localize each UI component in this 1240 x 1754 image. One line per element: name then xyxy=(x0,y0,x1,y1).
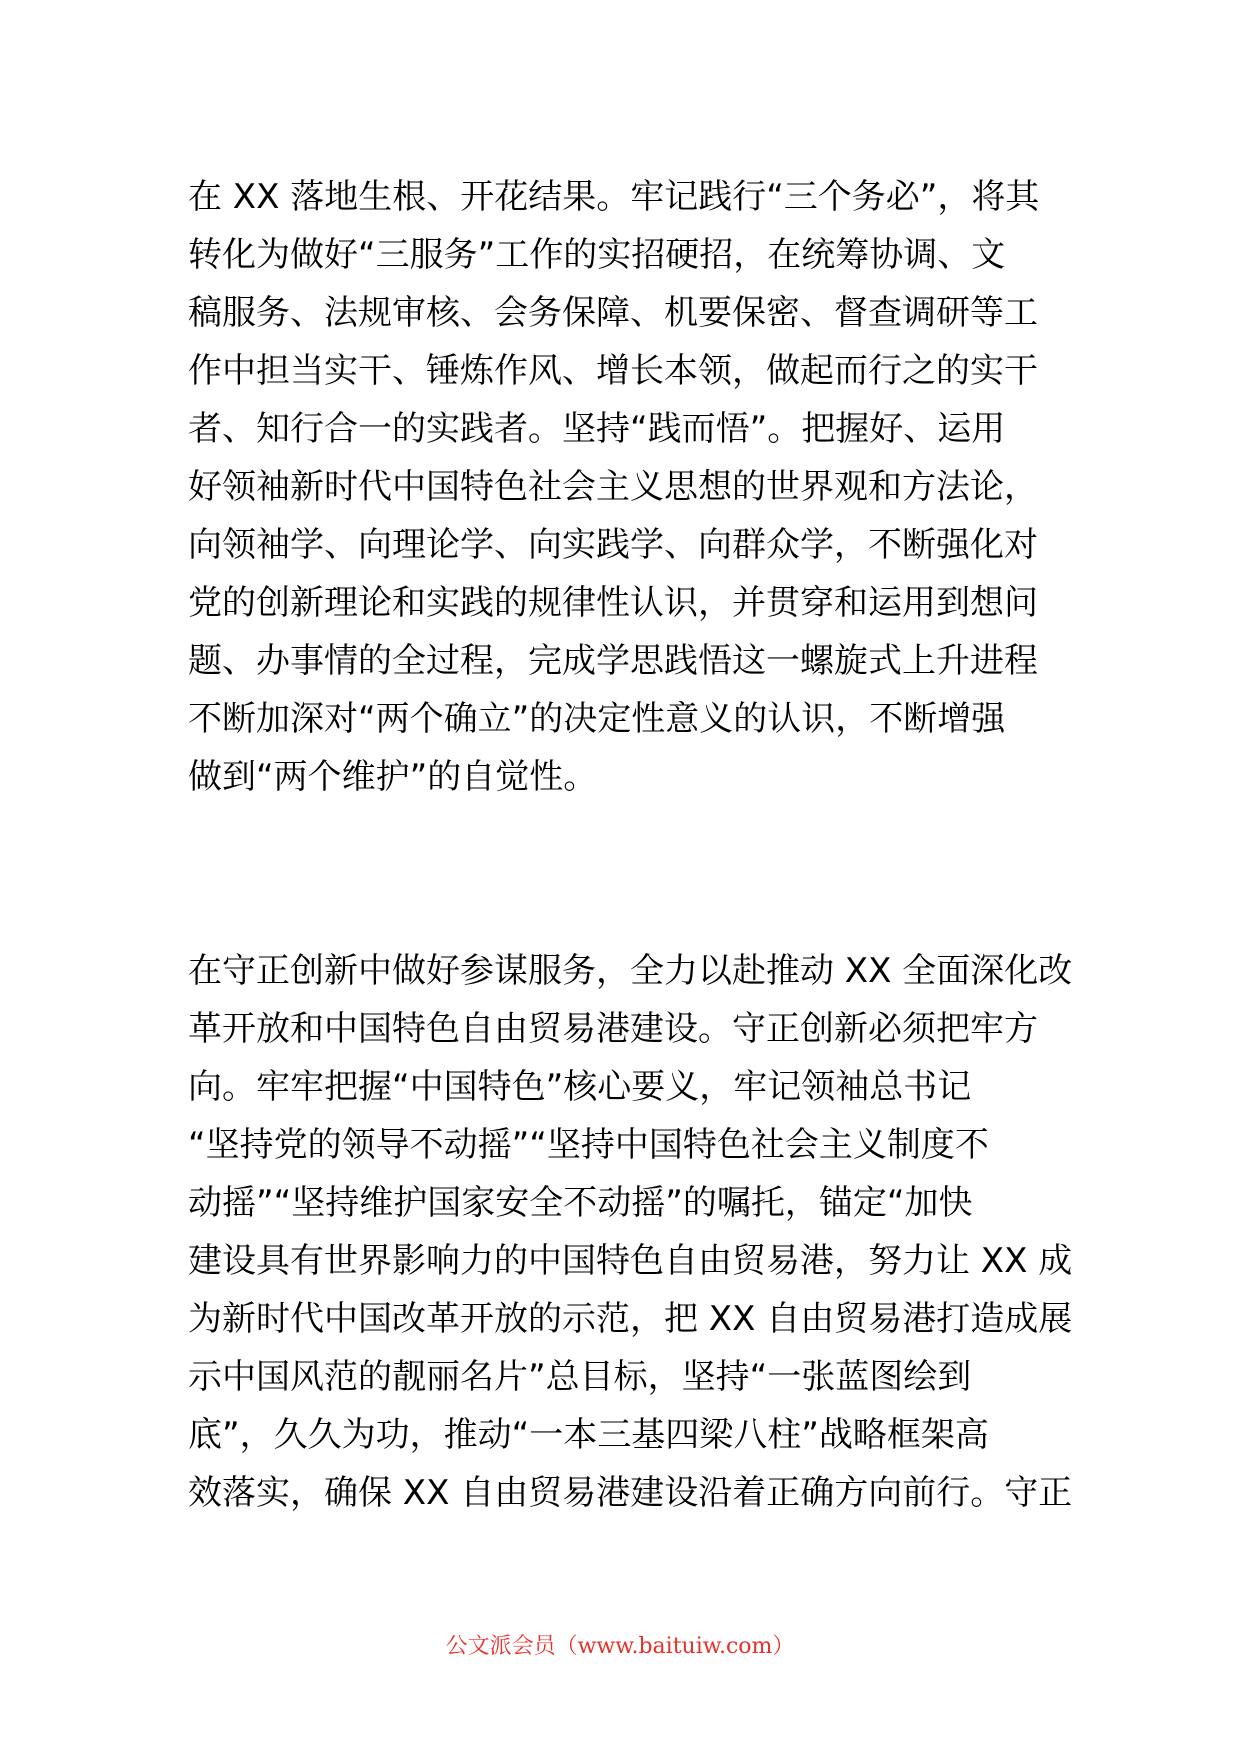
paragraph-line: 党的创新理论和实践的规律性认识，并贯穿和运用到想问 xyxy=(188,583,1038,623)
paragraph-1 xyxy=(188,168,1060,806)
paragraph-line: 动摇”“坚持维护国家安全不动摇”的嘱托，锚定“加快 xyxy=(188,1183,973,1223)
paragraph-line: 者、知行合一的实践者。坚持“践而悟”。把握好、运用 xyxy=(188,409,1006,449)
paragraph-line: 向领袖学、向理论学、向实践学、向群众学，不断强化对 xyxy=(188,525,1038,565)
paragraph-line: 革开放和中国特色自由贸易港建设。守正创新必须把牢方 xyxy=(188,1009,1038,1049)
paragraph-line: 向。牢牢把握“中国特色”核心要义，牢记领袖总书记 xyxy=(188,1067,972,1107)
paragraph-line: 底”，久久为功，推动“一本三基四梁八柱”战略框架高 xyxy=(188,1415,989,1455)
paragraph-line: 示中国风范的靓丽名片”总目标，坚持“一张蓝图绘到 xyxy=(188,1357,972,1397)
paragraph-line: 在 XX 落地生根、开花结果。牢记践行“三个务必”，将其 xyxy=(188,177,1040,217)
paragraph-line: 作中担当实干、锤炼作风、增长本领，做起而行之的实干 xyxy=(188,351,1038,391)
footer-watermark: 公文派会员（www.baituiw.com） xyxy=(445,1634,795,1659)
paragraph-2 xyxy=(188,942,1073,1522)
paragraph-line: 好领袖新时代中国特色社会主义思想的世界观和方法论， xyxy=(188,467,1038,507)
paragraph-line: 题、办事情的全过程，完成学思践悟这一螺旋式上升进程 xyxy=(188,641,1038,681)
paragraph-line: 转化为做好“三服务”工作的实招硬招，在统筹协调、文 xyxy=(188,235,1006,275)
paragraph-line: 效落实，确保 XX 自由贸易港建设沿着正确方向前行。守正 xyxy=(188,1473,1073,1513)
paragraph-line: 为新时代中国改革开放的示范，把 XX 自由贸易港打造成展 xyxy=(188,1299,1073,1339)
paragraph-line: 做到“两个维护”的自觉性。 xyxy=(188,757,598,797)
paragraph-line: 稿服务、法规审核、会务保障、机要保密、督查调研等工 xyxy=(188,293,1038,333)
paragraph-line: 在守正创新中做好参谋服务，全力以赴推动 XX 全面深化改 xyxy=(188,951,1073,991)
paragraph-line: 建设具有世界影响力的中国特色自由贸易港，努力让 XX 成 xyxy=(188,1241,1073,1281)
paragraph-line: 不断加深对“两个确立”的决定性意义的认识，不断增强 xyxy=(188,699,1006,739)
paragraph-line: “坚持党的领导不动摇”“坚持中国特色社会主义制度不 xyxy=(188,1125,989,1165)
